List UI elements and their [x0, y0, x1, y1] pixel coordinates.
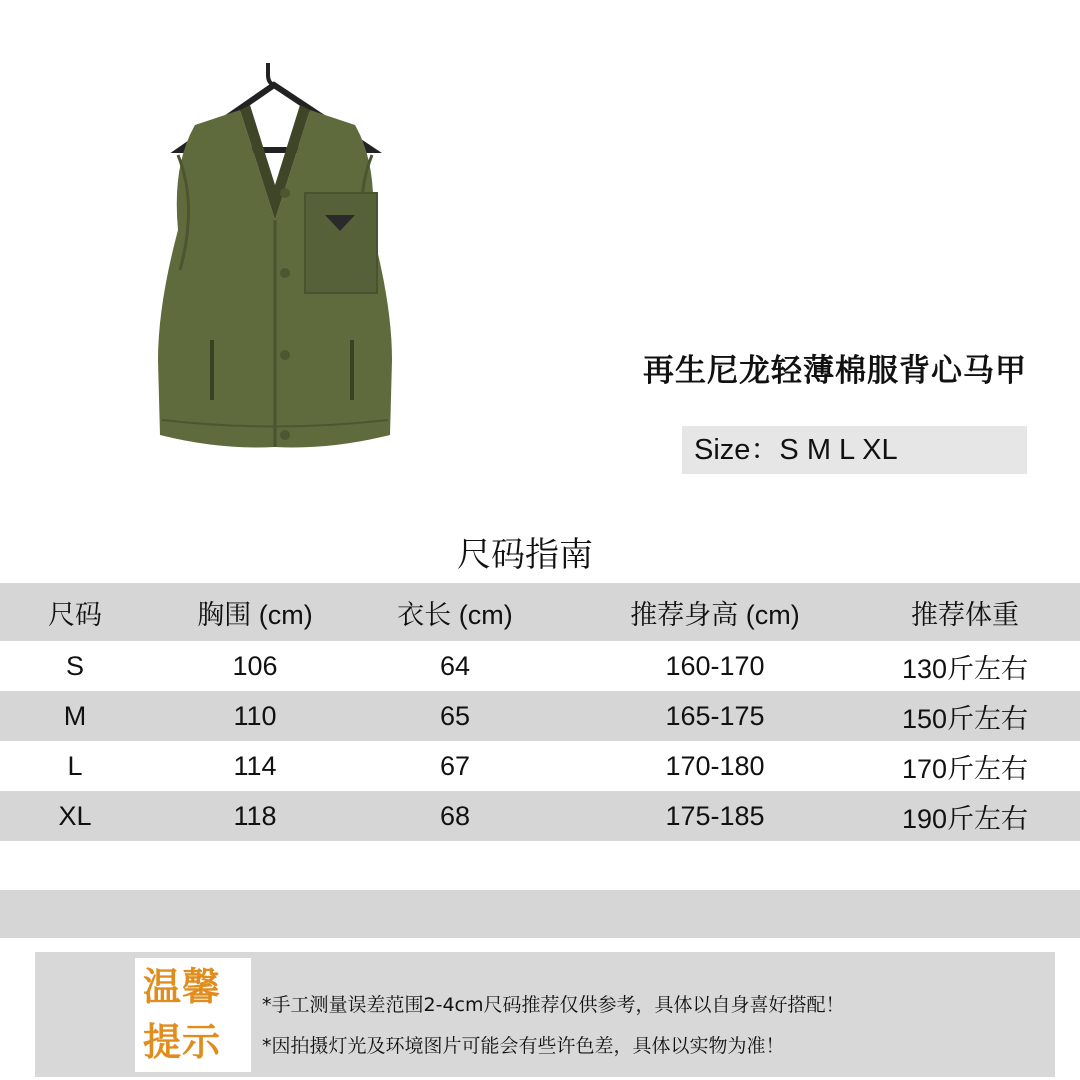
table-row [0, 741, 1080, 791]
tip-line-measurement: *手工测量误差范围2-4cm尺码推荐仅供参考，具体以自身喜好搭配！ [262, 994, 845, 1016]
tips-label-line2: 提示 [143, 1020, 222, 1064]
size-table [0, 583, 1080, 841]
header-chest: 胸围 (cm) [197, 599, 313, 630]
size-cell: L [67, 750, 83, 781]
header-height: 推荐身高 (cm) [630, 599, 800, 630]
product-photo-area [0, 0, 1080, 520]
weight-cell: 130斤左右 [901, 653, 1029, 684]
table-row [0, 791, 1080, 841]
table-row [0, 641, 1080, 691]
size-cell: XL [58, 800, 92, 831]
chest-cell: 110 [233, 700, 277, 731]
size-cell: M [63, 700, 87, 731]
length-cell: 65 [439, 700, 471, 731]
length-cell: 64 [439, 650, 471, 681]
length-cell: 68 [439, 800, 471, 831]
product-image [140, 55, 410, 475]
table-row [0, 691, 1080, 741]
product-title: 再生尼龙轻薄棉服背心马甲 [643, 353, 1027, 389]
table-header-row [0, 583, 1080, 641]
chest-cell: 114 [233, 750, 277, 781]
chest-cell: 106 [232, 650, 278, 681]
weight-cell: 150斤左右 [901, 703, 1029, 734]
header-size: 尺码 [48, 599, 102, 630]
tip-line-color: *因拍摄灯光及环境图片可能会有些许色差，具体以实物为准！ [262, 1035, 785, 1057]
weight-cell: 190斤左右 [901, 803, 1029, 834]
height-cell: 170-180 [665, 750, 765, 781]
height-cell: 160-170 [665, 650, 765, 681]
header-length: 衣长 (cm) [397, 599, 513, 630]
height-cell: 175-185 [665, 800, 765, 831]
chest-cell: 118 [233, 800, 277, 831]
height-cell: 165-175 [665, 700, 765, 731]
size-cell: S [65, 650, 84, 681]
weight-cell: 170斤左右 [901, 753, 1029, 784]
size-guide-title: 尺码指南 [457, 535, 593, 575]
tips-label [135, 958, 251, 1072]
divider-band [0, 890, 1080, 938]
size-badge: Size：S M L XL [682, 426, 1027, 474]
header-weight: 推荐体重 [911, 599, 1019, 630]
length-cell: 67 [439, 750, 471, 781]
tips-label-line1: 温馨 [143, 965, 222, 1009]
